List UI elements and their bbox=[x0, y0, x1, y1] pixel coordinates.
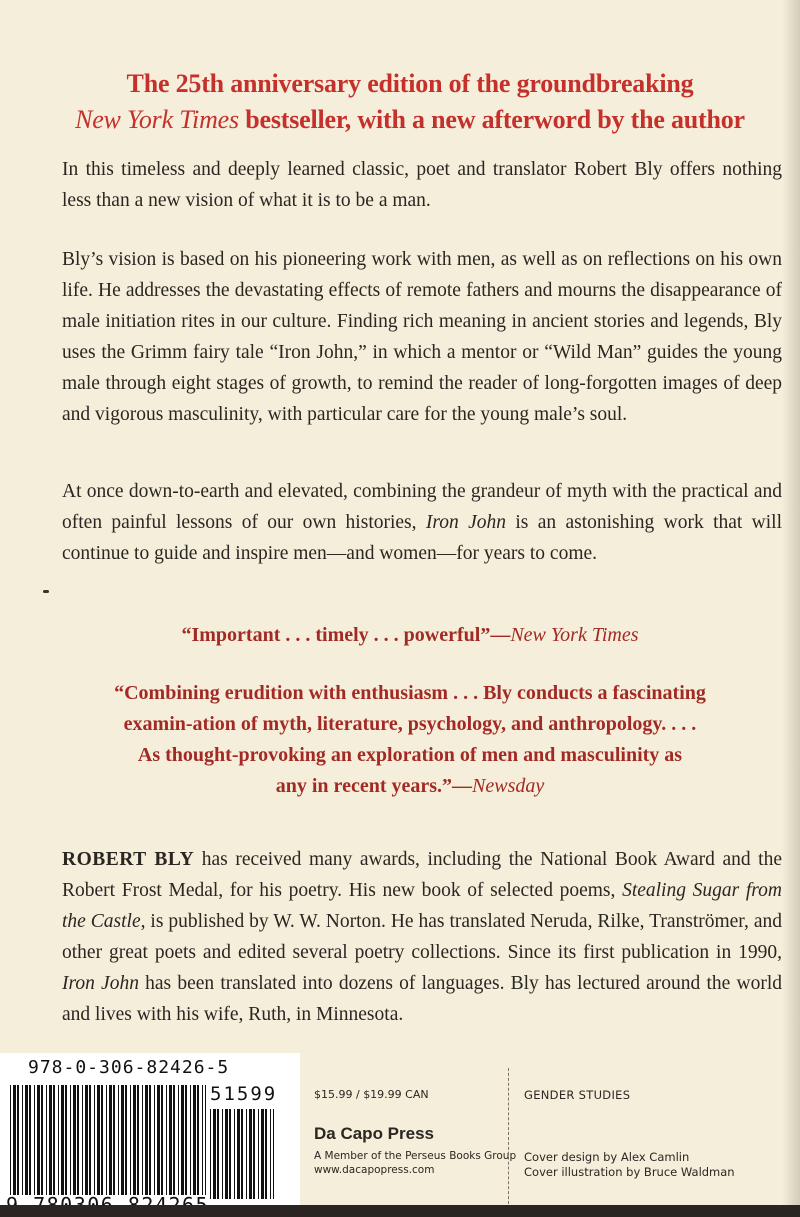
headline-line-2 bbox=[40, 102, 780, 138]
headline-line-1: The 25th anniversary edition of the groundbreaking bbox=[126, 69, 694, 98]
author-bio bbox=[62, 844, 782, 1030]
dashed-divider bbox=[508, 1068, 509, 1204]
author-name: ROBERT BLY bbox=[62, 849, 195, 870]
quote-line: “Combining erudition with enthusiasm . . . Bly conducts a fascinating bbox=[114, 682, 706, 704]
cover-illustration-credit: Cover illustration by Bruce Waldman bbox=[524, 1165, 735, 1179]
barcode-panel bbox=[0, 1053, 300, 1217]
description-paragraph-2: Bly’s vision is based on his pioneering work with men, as well as on reflections on his own life. He addresses the devastating effects of remote fathers and mourns the disappearance of male initiation rites in our culture. Finding rich meaning in ancient stories and legends, Bly uses the Grimm fairy tale “Iron John,” in which a mentor or “Wild Man” guides the young male through eight stages of growth, to remind the reader of long-forgotten images of deep and vigorous masculinity, with particular care for the young male’s soul. bbox=[62, 249, 782, 425]
quote-line: examin-ation of myth, literature, psychology, and anthropology. . . . bbox=[123, 713, 697, 735]
ean-barcode-bars bbox=[10, 1085, 206, 1195]
quote-source: Newsday bbox=[472, 775, 545, 797]
review-quote-newsday bbox=[40, 678, 780, 802]
page-edge-shadow bbox=[782, 0, 800, 1217]
description-paragraph-1: In this timeless and deeply learned classic, poet and translator Robert Bly offers nothing less than a new vision of what it is to be a man. bbox=[62, 159, 782, 211]
headline-publication: New York Times bbox=[75, 105, 239, 134]
category-label: GENDER STUDIES bbox=[524, 1088, 631, 1102]
quote-source: New York Times bbox=[510, 624, 639, 646]
price: $15.99 / $19.99 CAN bbox=[314, 1088, 429, 1101]
quote-text: “Important . . . timely . . . powerful”— bbox=[181, 624, 511, 646]
headline bbox=[40, 66, 780, 138]
addon-barcode-bars bbox=[210, 1109, 274, 1199]
quote-text: any in recent years.”— bbox=[275, 775, 473, 797]
book-title-stealing-sugar: Stealing Sugar from the Castle bbox=[62, 880, 782, 932]
review-quote-nyt bbox=[40, 620, 780, 651]
bio-text: , is published by W. W. Norton. He has translated Neruda, Rilke, Tranströmer, and other great poets and edited several poetry collections. Since its first publication in 1990, bbox=[62, 911, 782, 963]
publisher-name: Da Capo Press bbox=[314, 1124, 434, 1143]
headline-line-2-rest: bestseller, with a new afterword by the author bbox=[238, 105, 745, 134]
quote-line bbox=[40, 771, 780, 802]
quote-line: As thought-provoking an exploration of men and masculinity as bbox=[137, 744, 683, 766]
description-paragraph-3 bbox=[62, 476, 782, 569]
scan-edge bbox=[0, 1205, 800, 1217]
cover-design-credit: Cover design by Alex Camlin bbox=[524, 1150, 690, 1164]
bio-text: has been translated into dozens of languages. Bly has lectured around the world and lives with his wife, Ruth, in Minnesota. bbox=[62, 973, 782, 1025]
publisher-group: A Member of the Perseus Books Group bbox=[314, 1150, 517, 1162]
book-title-iron-john: Iron John bbox=[425, 512, 506, 533]
price-addon-number: 51599 bbox=[210, 1083, 278, 1105]
book-title-iron-john: Iron John bbox=[62, 973, 139, 994]
bio-text: has received many awards, including the National Book Award and the Robert Frost Medal, for his poetry. His new book of selected poems, bbox=[62, 849, 782, 901]
paragraph-3-start: At once down-to-earth and elevated, combining the grandeur of myth with the practical and often painful lessons of our own histories, bbox=[62, 481, 782, 533]
paper-speck bbox=[43, 590, 49, 593]
paragraph-3-end: is an astonishing work that will continue to guide and inspire men—and women—for years to come. bbox=[62, 512, 783, 564]
publisher-url: www.dacapopress.com bbox=[314, 1164, 435, 1176]
isbn-number: 978-0-306-82426-5 bbox=[28, 1057, 230, 1078]
